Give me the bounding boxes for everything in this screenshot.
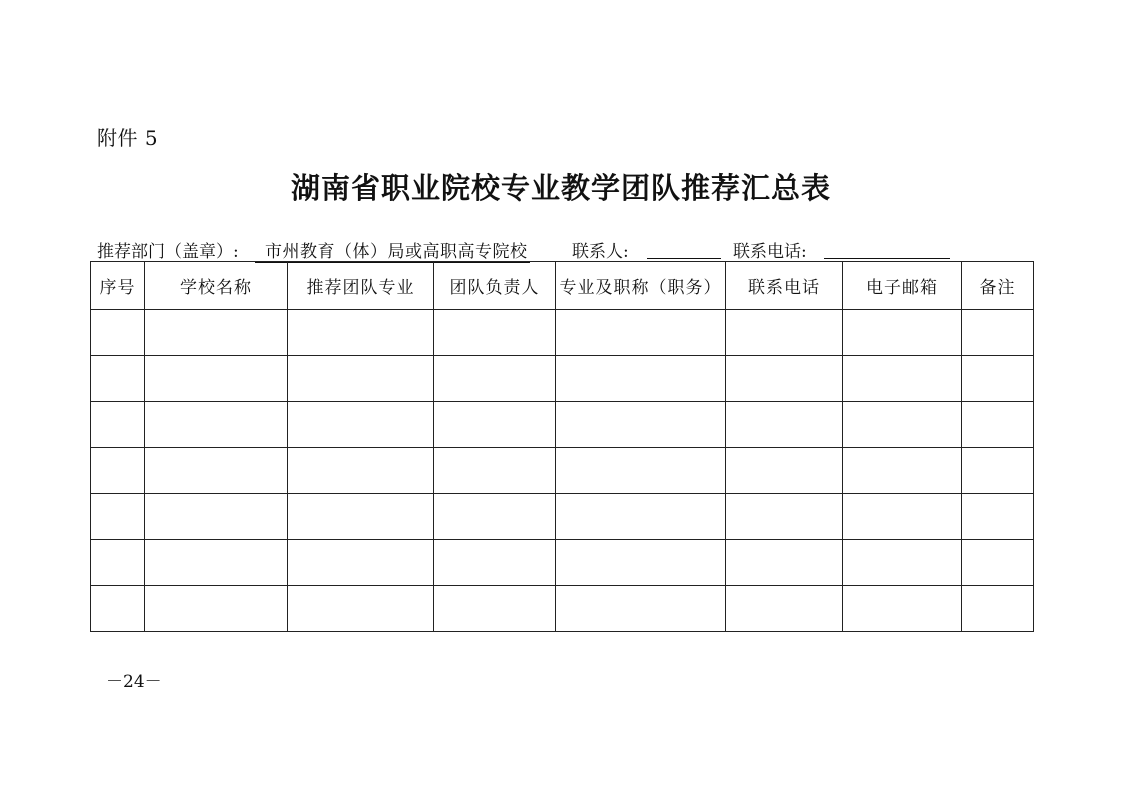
table-cell[interactable] (288, 448, 434, 494)
table-cell[interactable] (726, 402, 843, 448)
table-cell[interactable] (556, 402, 726, 448)
table-cell[interactable] (434, 310, 556, 356)
table-cell[interactable] (434, 540, 556, 586)
table-cell[interactable] (145, 494, 288, 540)
info-line (97, 237, 1032, 263)
table-cell[interactable] (288, 402, 434, 448)
table-cell[interactable] (91, 356, 145, 402)
table-cell[interactable] (726, 310, 843, 356)
table-cell[interactable] (556, 356, 726, 402)
table-cell[interactable] (962, 356, 1034, 402)
table-cell[interactable] (726, 540, 843, 586)
table-cell[interactable] (962, 310, 1034, 356)
table-cell[interactable] (962, 586, 1034, 632)
table-cell[interactable] (145, 356, 288, 402)
header-cell-title: 专业及职称（职务） (556, 262, 726, 310)
table-cell[interactable] (434, 494, 556, 540)
summary-table (90, 261, 1034, 632)
table-cell[interactable] (726, 356, 843, 402)
table-cell[interactable] (91, 586, 145, 632)
table-cell[interactable] (843, 586, 962, 632)
table-cell[interactable] (434, 356, 556, 402)
table-cell[interactable] (288, 540, 434, 586)
table-cell[interactable] (843, 448, 962, 494)
table-cell[interactable] (91, 310, 145, 356)
table-cell[interactable] (145, 586, 288, 632)
table-cell[interactable] (843, 494, 962, 540)
department-label: 推荐部门（盖章）: (97, 242, 239, 262)
table-cell[interactable] (288, 310, 434, 356)
table-cell[interactable] (962, 494, 1034, 540)
table-row (91, 356, 1034, 402)
document-title: 湖南省职业院校专业教学团队推荐汇总表 (290, 171, 831, 205)
table-cell[interactable] (288, 494, 434, 540)
table-cell[interactable] (434, 448, 556, 494)
table-cell[interactable] (556, 540, 726, 586)
table-row (91, 310, 1034, 356)
table-cell[interactable] (843, 540, 962, 586)
header-row (91, 262, 1034, 310)
table-cell[interactable] (556, 310, 726, 356)
phone-label: 联系电话: (733, 242, 807, 262)
header-cell-school-name: 学校名称 (145, 262, 288, 310)
table-cell[interactable] (556, 448, 726, 494)
header-cell-remarks: 备注 (962, 262, 1034, 310)
table-row (91, 540, 1034, 586)
phone-blank[interactable] (824, 237, 950, 259)
table-cell[interactable] (726, 448, 843, 494)
table-cell[interactable] (843, 402, 962, 448)
table-cell[interactable] (288, 356, 434, 402)
table-cell[interactable] (962, 448, 1034, 494)
table-row (91, 586, 1034, 632)
table-cell[interactable] (288, 586, 434, 632)
table-cell[interactable] (962, 402, 1034, 448)
table-cell[interactable] (843, 310, 962, 356)
contact-label: 联系人: (572, 242, 629, 262)
header-cell-phone: 联系电话 (726, 262, 843, 310)
table-cell[interactable] (434, 586, 556, 632)
table-cell[interactable] (726, 494, 843, 540)
table-row (91, 448, 1034, 494)
table-cell[interactable] (843, 356, 962, 402)
table-cell[interactable] (91, 540, 145, 586)
table-cell[interactable] (145, 310, 288, 356)
table-cell[interactable] (145, 448, 288, 494)
table-cell[interactable] (91, 494, 145, 540)
table-cell[interactable] (145, 402, 288, 448)
table-row (91, 402, 1034, 448)
table-cell[interactable] (91, 448, 145, 494)
table-cell[interactable] (145, 540, 288, 586)
contact-blank[interactable] (647, 237, 721, 259)
table-cell[interactable] (556, 586, 726, 632)
table-row (91, 494, 1034, 540)
table-cell[interactable] (726, 586, 843, 632)
table-cell[interactable] (434, 402, 556, 448)
header-cell-team-leader: 团队负责人 (434, 262, 556, 310)
header-cell-index: 序号 (91, 262, 145, 310)
page-number: －24－ (106, 672, 162, 692)
table-cell[interactable] (556, 494, 726, 540)
table-cell[interactable] (962, 540, 1034, 586)
attachment-label: 附件 5 (97, 126, 159, 150)
header-cell-team-major: 推荐团队专业 (288, 262, 434, 310)
table-body (91, 310, 1034, 632)
department-value: 市州教育（体）局或高职高专院校 (255, 237, 530, 263)
header-cell-email: 电子邮箱 (843, 262, 962, 310)
table-cell[interactable] (91, 402, 145, 448)
